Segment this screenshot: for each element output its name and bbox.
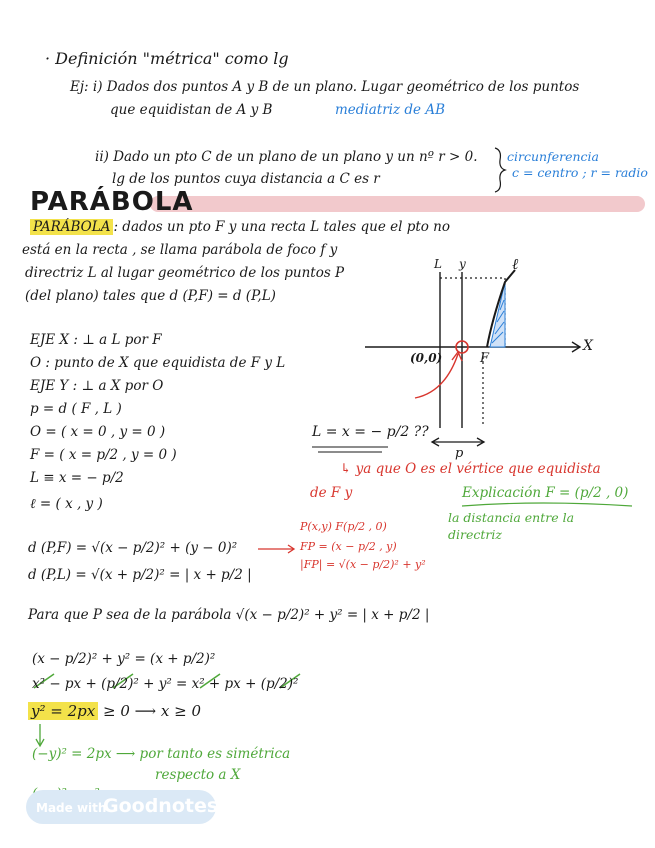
distance-PL: d (P,L) = √(x + p/2)² = | x + p/2 | bbox=[28, 567, 252, 583]
derivation-step-2: x² − px + (p/2)² + y² = x² + px + (p/2)² bbox=[32, 676, 299, 692]
diagram-label-curve: ℓ bbox=[512, 255, 519, 273]
definition-line-4: (del plano) tales que d (P,F) = d (P,L) bbox=[25, 288, 276, 304]
axis-note-3: EJE Y : ⊥ a X por O bbox=[30, 378, 164, 394]
example-2-result-2: c = centro ; r = radio bbox=[512, 165, 648, 180]
diagram-label-y: y bbox=[459, 257, 466, 271]
symmetry-line-2: respecto a X bbox=[155, 767, 241, 783]
example-1-result: mediatriz de AB bbox=[335, 102, 445, 118]
page-title: PARÁBOLA bbox=[30, 187, 194, 217]
definition-line-3: directriz L al lugar geométrico de los puntos P bbox=[25, 265, 345, 281]
axis-note-2: O : punto de X que equidista de F y L bbox=[30, 355, 286, 371]
derivation-step-1: (x − p/2)² + y² = (x + p/2)² bbox=[32, 651, 216, 667]
distance-PF: d (P,F) = √(x − p/2)² + (y − 0)² bbox=[28, 540, 238, 556]
vector-note-2: FP = (x − p/2 , y) bbox=[300, 540, 397, 553]
parabola-equation: y² = 2px bbox=[28, 702, 98, 720]
green-underline bbox=[462, 503, 632, 506]
diagram-label-p: p bbox=[455, 446, 464, 461]
definition-term: PARÁBOLA bbox=[30, 219, 113, 235]
vertex-note-1: ↳ ya que O es el vértice que equidista bbox=[340, 461, 601, 477]
diagram-label-origin: (0,0) bbox=[410, 351, 443, 365]
diagram-label-F: F bbox=[480, 351, 490, 366]
derivation-result-row bbox=[28, 703, 201, 720]
symmetry-line-1: (−y)² = 2px ⟶ por tanto es simétrica bbox=[32, 746, 291, 762]
example-2-result-1: circunferencia bbox=[507, 149, 599, 164]
directrix-equation: L = x = − p/2 ?? bbox=[312, 424, 429, 440]
example-1-line-1: Ej: i) Dados dos puntos A y B de un plano. Lugar geométrico de los puntos bbox=[70, 79, 580, 95]
vertex-note-2: de F y bbox=[310, 485, 353, 501]
parabola-equation-tail: ≥ 0 ⟶ x ≥ 0 bbox=[102, 702, 202, 720]
badge-prefix: Made with bbox=[36, 801, 107, 815]
definition-line-2: está en la recta , se llama parábola de foco f y bbox=[22, 242, 338, 258]
example-1-line-2: que equidistan de A y B bbox=[110, 102, 273, 118]
explicacion-note: Explicación F = (p/2 , 0) bbox=[462, 485, 629, 501]
definition-heading: · Definición "métrica" como lg bbox=[45, 49, 289, 68]
axis-note-8: ℓ = ( x , y ) bbox=[30, 496, 103, 512]
distance-note-2: directriz bbox=[448, 527, 502, 542]
axis-note-4: p = d ( F , L ) bbox=[30, 401, 122, 417]
definition-line-1-text: : dados un pto F y una recta L tales que el pto no bbox=[113, 219, 451, 235]
parabola-condition: Para que P sea de la parábola √(x − p/2)² + y² = | x + p/2 | bbox=[28, 607, 430, 623]
brace-shape bbox=[495, 148, 505, 192]
vector-note-3: |FP| = √(x − p/2)² + y² bbox=[300, 558, 426, 571]
axis-note-5: O = ( x = 0 , y = 0 ) bbox=[30, 424, 166, 440]
example-2-line-2: lg de los puntos cuya distancia a C es r bbox=[112, 171, 380, 187]
axis-note-7: L ≡ x = − p/2 bbox=[30, 470, 124, 486]
axis-note-1: EJE X : ⊥ a L por F bbox=[30, 332, 162, 348]
badge-brand: Goodnotes bbox=[103, 795, 219, 817]
vector-note-1: P(x,y) F(p/2 , 0) bbox=[300, 520, 387, 533]
example-2-line-1: ii) Dado un pto C de un plano de un plano y un nº r > 0. bbox=[95, 149, 478, 165]
distance-note-1: la distancia entre la bbox=[448, 510, 575, 525]
axis-note-6: F = ( x = p/2 , y = 0 ) bbox=[30, 447, 177, 463]
diagram-label-L: L bbox=[434, 257, 442, 271]
diagram-label-x: X bbox=[583, 338, 593, 354]
